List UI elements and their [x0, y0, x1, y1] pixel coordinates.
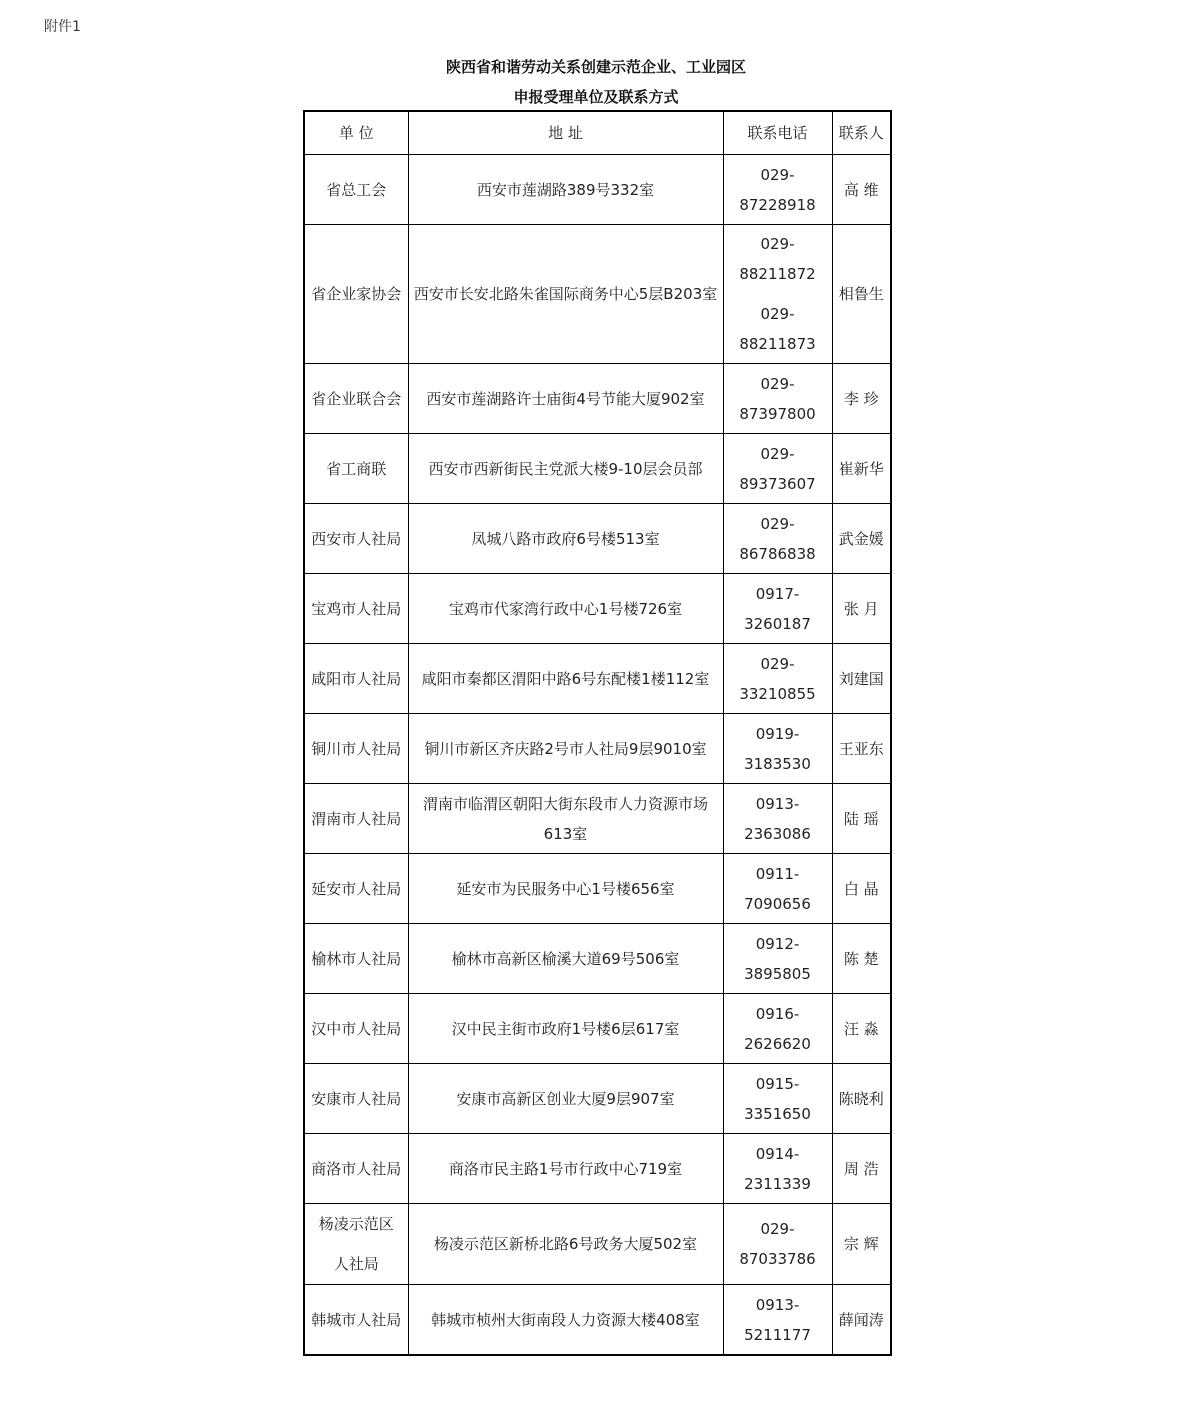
cell-address: 凤城八路市政府6号楼513室 — [408, 504, 723, 574]
cell-contact: 周 浩 — [832, 1134, 891, 1204]
cell-phone: 029-86786838 — [723, 504, 832, 574]
table-row — [304, 1064, 891, 1134]
cell-phone: 0915-3351650 — [723, 1064, 832, 1134]
cell-address: 安康市高新区创业大厦9层907室 — [408, 1064, 723, 1134]
cell-unit: 商洛市人社局 — [304, 1134, 408, 1204]
cell-address: 铜川市新区齐庆路2号市人社局9层9010室 — [408, 714, 723, 784]
unit-line-2: 人社局 — [333, 1255, 379, 1273]
cell-contact: 刘建国 — [832, 644, 891, 714]
cell-contact: 相鲁生 — [832, 225, 891, 364]
cell-unit: 汉中市人社局 — [304, 994, 408, 1064]
table-row — [304, 854, 891, 924]
unit-line: 杨凌示范区 — [318, 1215, 394, 1233]
cell-phone: 029-89373607 — [723, 434, 832, 504]
cell-unit: 省工商联 — [304, 434, 408, 504]
cell-unit: 省总工会 — [304, 155, 408, 225]
cell-contact: 王亚东 — [832, 714, 891, 784]
document-title-line1: 陕西省和谐劳动关系创建示范企业、工业园区 — [445, 58, 746, 76]
cell-unit: 渭南市人社局 — [304, 784, 408, 854]
cell-contact: 陈晓利 — [832, 1064, 891, 1134]
cell-contact: 张 月 — [832, 574, 891, 644]
cell-phone: 029-87397800 — [723, 364, 832, 434]
table-row — [304, 714, 891, 784]
cell-address: 咸阳市秦都区渭阳中路6号东配楼1楼112室 — [408, 644, 723, 714]
table-header-row — [304, 111, 891, 155]
cell-unit: 宝鸡市人社局 — [304, 574, 408, 644]
cell-contact: 李 珍 — [832, 364, 891, 434]
table-row — [304, 434, 891, 504]
phone-line: 029-88211872 — [739, 235, 816, 283]
cell-address: 渭南市临渭区朝阳大街东段市人力资源市场613室 — [408, 784, 723, 854]
document-title-line2: 申报受理单位及联系方式 — [513, 88, 679, 106]
table-row — [304, 924, 891, 994]
cell-phone: 029-87228918 — [723, 155, 832, 225]
cell-contact: 武金媛 — [832, 504, 891, 574]
cell-unit: 咸阳市人社局 — [304, 644, 408, 714]
cell-unit: 延安市人社局 — [304, 854, 408, 924]
cell-unit: 榆林市人社局 — [304, 924, 408, 994]
cell-contact: 汪 淼 — [832, 994, 891, 1064]
cell-address: 韩城市桢州大街南段人力资源大楼408室 — [408, 1285, 723, 1356]
table-row — [304, 784, 891, 854]
cell-contact: 陆 瑶 — [832, 784, 891, 854]
table-row — [304, 1285, 891, 1356]
table-row — [304, 504, 891, 574]
cell-address: 西安市莲湖路许士庙街4号节能大厦902室 — [408, 364, 723, 434]
cell-contact: 宗 辉 — [832, 1204, 891, 1285]
cell-address: 宝鸡市代家湾行政中心1号楼726室 — [408, 574, 723, 644]
cell-address: 汉中民主街市政府1号楼6层617室 — [408, 994, 723, 1064]
header-address: 地 址 — [408, 111, 723, 155]
table-row — [304, 644, 891, 714]
cell-address: 杨凌示范区新桥北路6号政务大厦502室 — [408, 1204, 723, 1285]
cell-phone: 0919-3183530 — [723, 714, 832, 784]
cell-phone: 029-87033786 — [723, 1204, 832, 1285]
cell-unit: 省企业家协会 — [304, 225, 408, 364]
cell-contact: 白 晶 — [832, 854, 891, 924]
cell-contact: 高 维 — [832, 155, 891, 225]
table-row — [304, 994, 891, 1064]
table-row — [304, 1134, 891, 1204]
cell-address: 西安市长安北路朱雀国际商务中心5层B203室 — [408, 225, 723, 364]
header-contact: 联系人 — [832, 111, 891, 155]
table-row — [304, 225, 891, 364]
cell-phone: 029-33210855 — [723, 644, 832, 714]
cell-phone: 0917-3260187 — [723, 574, 832, 644]
cell-phone: 0914-2311339 — [723, 1134, 832, 1204]
cell-unit: 省企业联合会 — [304, 364, 408, 434]
phone-line-2: 029-88211873 — [739, 305, 816, 353]
table-row — [304, 364, 891, 434]
cell-address: 西安市莲湖路389号332室 — [408, 155, 723, 225]
contacts-table — [303, 110, 892, 1356]
table-row — [304, 574, 891, 644]
cell-phone: 0912-3895805 — [723, 924, 832, 994]
cell-phone: 0916-2626620 — [723, 994, 832, 1064]
cell-address: 商洛市民主路1号市行政中心719室 — [408, 1134, 723, 1204]
cell-phone: 0913-5211177 — [723, 1285, 832, 1356]
cell-unit — [304, 1204, 408, 1285]
cell-unit: 韩城市人社局 — [304, 1285, 408, 1356]
cell-address: 西安市西新街民主党派大楼9-10层会员部 — [408, 434, 723, 504]
header-unit: 单 位 — [304, 111, 408, 155]
cell-contact: 陈 楚 — [832, 924, 891, 994]
table-row — [304, 1204, 891, 1285]
cell-unit: 安康市人社局 — [304, 1064, 408, 1134]
cell-unit: 西安市人社局 — [304, 504, 408, 574]
cell-contact: 薛闻涛 — [832, 1285, 891, 1356]
header-phone: 联系电话 — [723, 111, 832, 155]
cell-phone: 0911-7090656 — [723, 854, 832, 924]
cell-unit: 铜川市人社局 — [304, 714, 408, 784]
cell-address: 榆林市高新区榆溪大道69号506室 — [408, 924, 723, 994]
cell-phone: 0913-2363086 — [723, 784, 832, 854]
cell-contact: 崔新华 — [832, 434, 891, 504]
cell-address: 延安市为民服务中心1号楼656室 — [408, 854, 723, 924]
cell-phone — [723, 225, 832, 364]
table-row — [304, 155, 891, 225]
attachment-label: 附件1 — [44, 19, 81, 35]
